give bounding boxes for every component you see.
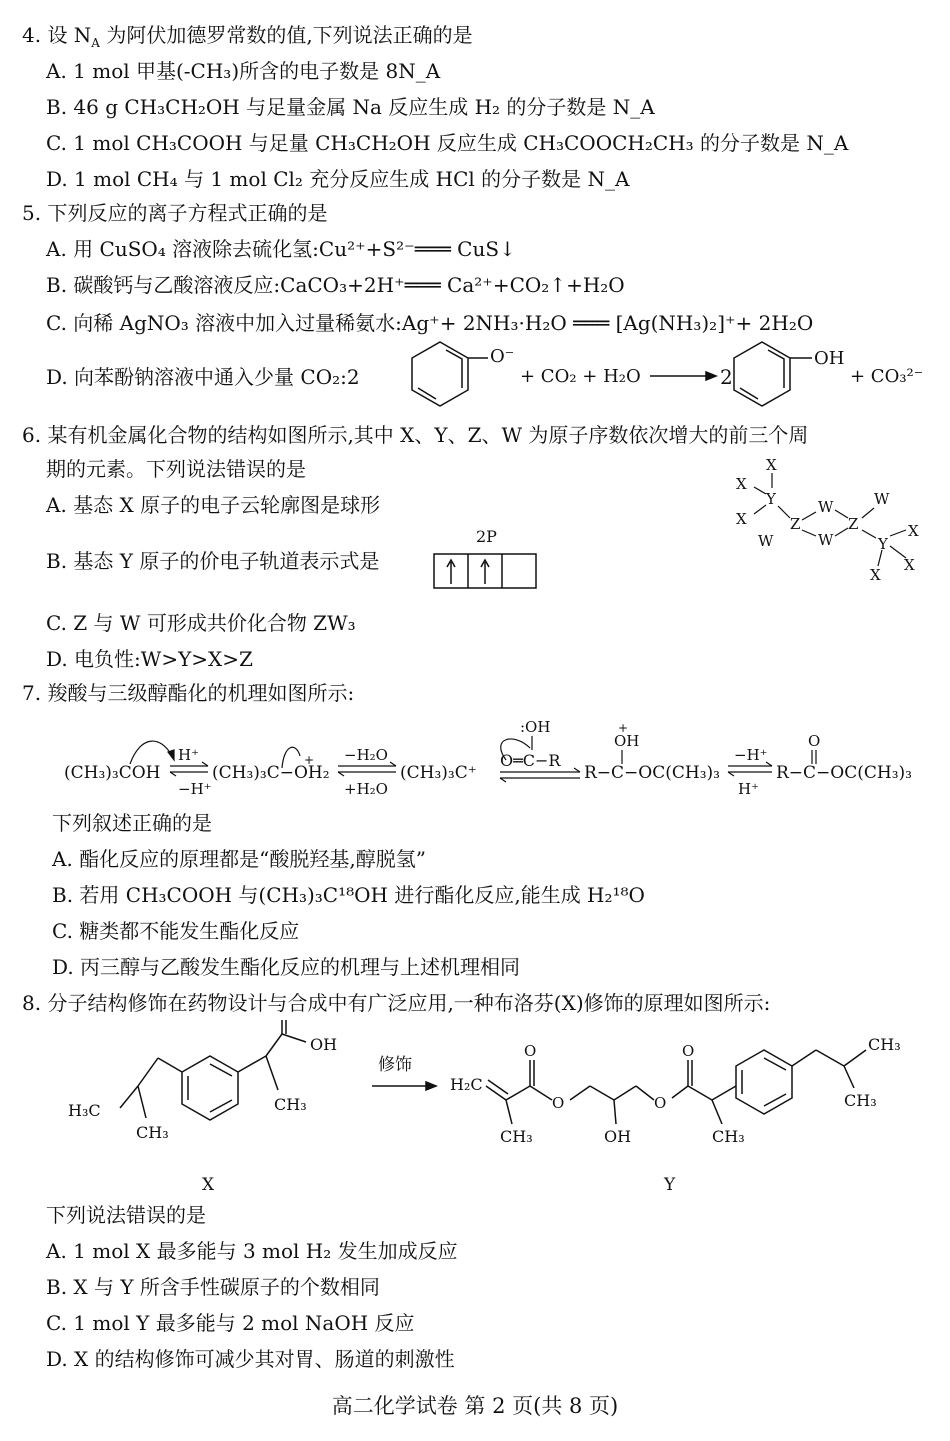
q7-mechanism xyxy=(60,712,930,804)
q7-option-c: C. 糖类都不能发生酯化反应 xyxy=(52,919,300,943)
q8-reaction xyxy=(60,1020,930,1200)
mech-species-5-o: O xyxy=(808,732,821,750)
y-ch3-3: CH₃ xyxy=(868,1035,901,1054)
orbital-diagram xyxy=(432,522,542,594)
q8-option-b: B. X 与 Y 所含手性碳原子的个数相同 xyxy=(46,1275,380,1299)
atom-x: X xyxy=(766,456,777,474)
q6-option-d: D. 电负性:W>Y>X>Z xyxy=(46,647,253,671)
q6-stem-line1: 6. 某有机金属化合物的结构如图所示,其中 X、Y、Z、W 为原子序数依次增大的前三个周 xyxy=(22,423,809,447)
mech-species-2: (CH₃)₃C−OH₂ xyxy=(212,763,330,783)
q7-stem: 7. 羧酸与三级醇酯化的机理如图所示: xyxy=(22,681,355,705)
q6-stem-line2: 期的元素。下列说法错误的是 xyxy=(46,457,306,481)
orbital-label: 2P xyxy=(476,527,497,546)
y-ester-o1: O xyxy=(552,1094,565,1112)
mech-arrow2-top: −H₂O xyxy=(344,746,388,764)
q5-d-coef: 2 xyxy=(720,365,733,389)
q8-option-a: A. 1 mol X 最多能与 3 mol H₂ 发生加成反应 xyxy=(46,1239,458,1263)
q7-option-d: D. 丙三醇与乙酸发生酯化反应的机理与上述机理相同 xyxy=(52,955,521,979)
mech-species-4-oh: OH xyxy=(614,732,640,750)
modified-structure xyxy=(486,1050,866,1124)
curved-arrow-icon xyxy=(130,741,174,764)
q4-option-c: C. 1 mol CH₃COOH 与足量 CH₃CH₂OH 反应生成 CH₃COOCH₂CH₃ 的分子数是 N_A xyxy=(46,131,849,155)
mech-arrow1-bottom: −H⁺ xyxy=(178,780,212,798)
atom-w: W xyxy=(874,490,890,508)
q4-option-d: D. 1 mol CH₄ 与 1 mol Cl₂ 充分反应生成 HCl 的分子数是 N_A xyxy=(46,167,630,191)
q8-stem: 8. 分子结构修饰在药物设计与合成中有广泛应用,一种布洛芬(X)修饰的原理如图所示: xyxy=(22,991,771,1015)
atom-x: X xyxy=(870,566,881,584)
q5-stem: 5. 下列反应的离子方程式正确的是 xyxy=(22,201,328,225)
atom-y: Y xyxy=(878,535,888,553)
spin-up-arrow-icon xyxy=(481,560,489,584)
phenoxide-o-label: O⁻ xyxy=(490,346,515,367)
mech-species-2-charge: + xyxy=(304,753,315,767)
atom-x: X xyxy=(904,556,915,574)
q5-d-reactants: + CO₂ + H₂O xyxy=(520,366,641,387)
q5-option-b: B. 碳酸钙与乙酸溶液反应:CaCO₃+2H⁺═══ Ca²⁺+CO₂↑+H₂O xyxy=(46,273,625,297)
reaction-arrow-icon xyxy=(372,1082,436,1090)
x-ch3-lower: CH₃ xyxy=(136,1123,169,1142)
y-ch3-1: CH₃ xyxy=(500,1127,533,1146)
page-footer: 高二化学试卷 第 2 页(共 8 页) xyxy=(331,1394,619,1418)
atom-x: X xyxy=(736,510,747,528)
q5-option-c: C. 向稀 AgNO₃ 溶液中加入过量稀氨水:Ag⁺+ 2NH₃·H₂O ═══ [Ag(NH₃)₂]⁺+ 2H₂O xyxy=(46,311,814,335)
mech-arrow4-top: −H⁺ xyxy=(734,746,768,764)
atom-y: Y xyxy=(766,490,776,508)
modify-label: 修饰 xyxy=(378,1055,412,1075)
q4-stem: 4. 设 $N_A$ 为阿伏加德罗常数的值,下列说法正确的是 xyxy=(22,23,473,50)
q6-option-a: A. 基态 X 原子的电子云轮廓图是球形 xyxy=(46,493,381,517)
mech-species-4: R−C−OC(CH₃)₃ xyxy=(584,763,720,783)
mech-acid-oh: :OH xyxy=(520,718,551,736)
x-h3c: H₃C xyxy=(68,1101,101,1120)
mech-acid: O═C−R xyxy=(500,751,561,770)
atom-w: W xyxy=(758,532,774,550)
mech-species-5: R−C−OC(CH₃)₃ xyxy=(776,763,912,783)
phenoxide-ring xyxy=(412,342,488,406)
q4-option-b: B. 46 g CH₃CH₂OH 与足量金属 Na 反应生成 H₂ 的分子数是 N_A xyxy=(46,95,655,119)
phenol-oh-label: OH xyxy=(814,348,845,369)
mech-arrow4-bottom: H⁺ xyxy=(738,780,759,798)
q7-sub: 下列叙述正确的是 xyxy=(52,811,212,835)
phenol-ring xyxy=(734,342,812,406)
mech-species-3: (CH₃)₃C⁺ xyxy=(400,763,477,783)
atom-z: Z xyxy=(790,515,801,533)
x-oh: OH xyxy=(310,1035,338,1054)
y-ch3-4: CH₃ xyxy=(844,1091,877,1110)
atom-w: W xyxy=(818,498,834,516)
y-oh: OH xyxy=(604,1127,632,1146)
q6-option-c: C. Z 与 W 可形成共价化合物 ZW₃ xyxy=(46,611,356,635)
q8-option-d: D. X 的结构修饰可减少其对胃、肠道的刺激性 xyxy=(46,1347,455,1371)
y-ch3-2: CH₃ xyxy=(712,1127,745,1146)
mech-arrow2-bottom: +H₂O xyxy=(344,780,388,798)
q7-option-b: B. 若用 CH₃COOH 与(CH₃)₃C¹⁸OH 进行酯化反应,能生成 H₂¹⁸O xyxy=(52,883,645,907)
q5-d-product: + CO₃²⁻ xyxy=(850,366,924,387)
y-ester-o2: O xyxy=(654,1094,667,1112)
mech-species-1: (CH₃)₃COH xyxy=(64,763,161,783)
x-label: X xyxy=(202,1175,215,1195)
q7-option-a: A. 酯化反应的原理都是“酸脱羟基,醇脱氢” xyxy=(52,847,426,871)
q6-option-b: B. 基态 Y 原子的价电子轨道表示式是 xyxy=(46,549,380,573)
q6-structure xyxy=(728,450,938,590)
q5-option-d-prefix: D. 向苯酚钠溶液中通入少量 CO₂:2 xyxy=(46,365,360,389)
atom-w: W xyxy=(818,531,834,549)
mech-species-4-charge: + xyxy=(618,721,629,735)
atom-x: X xyxy=(736,475,747,493)
q8-option-c: C. 1 mol Y 最多能与 2 mol NaOH 反应 xyxy=(46,1311,415,1335)
atom-z: Z xyxy=(848,515,859,533)
y-label: Y xyxy=(664,1175,676,1195)
reaction-arrow-icon xyxy=(650,372,716,380)
q5-d-equation xyxy=(400,336,930,416)
y-carbonyl-o2: O xyxy=(682,1042,695,1060)
x-ch3: CH₃ xyxy=(274,1095,307,1114)
q5-option-a: A. 用 CuSO₄ 溶液除去硫化氢:Cu²⁺+S²⁻═══ CuS↓ xyxy=(46,237,516,261)
spin-up-arrow-icon xyxy=(447,560,455,584)
q4-option-a: A. 1 mol 甲基(-CH₃)所含的电子数是 8N_A xyxy=(46,59,441,83)
y-h2c: H₂C xyxy=(450,1075,483,1094)
y-carbonyl-o1: O xyxy=(524,1042,537,1060)
mech-arrow1-top: H⁺ xyxy=(178,746,199,764)
q8-sub: 下列说法错误的是 xyxy=(46,1203,206,1227)
atom-x: X xyxy=(908,522,919,540)
